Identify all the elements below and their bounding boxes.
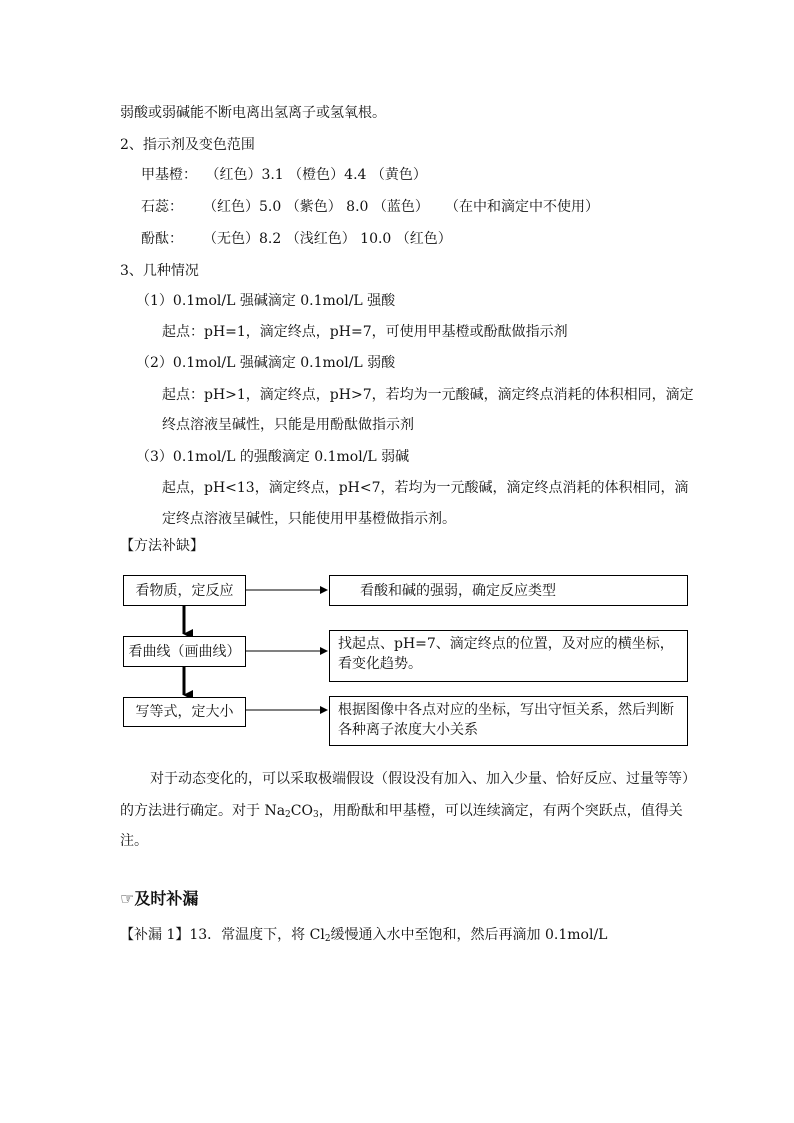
section-2-title: 2、指示剂及变色范围 — [120, 137, 255, 153]
case-heading: （1）0.1mol/L 强碱滴定 0.1mol/L 强酸 — [136, 293, 396, 309]
step-box — [123, 575, 246, 606]
step-box — [123, 697, 246, 727]
step-description-box — [329, 630, 688, 682]
indicator-range: （红色）5.0 （紫色） 8.0 （蓝色） — [203, 199, 429, 215]
step-description-box — [329, 696, 688, 746]
case-body-line: 起点，pH<13，滴定终点，pH<7，若均为一元酸碱，滴定终点消耗的体积相同，滴 — [162, 480, 689, 496]
subscript: 2 — [324, 934, 331, 944]
indicator-range: （红色）3.1 （橙色）4.4 （黄色） — [205, 167, 427, 183]
pointing-hand-icon: ☞ — [120, 889, 135, 908]
step-label: 写等式，定大小 — [135, 704, 234, 720]
step-description: 找起点、pH=7、滴定终点的位置，及对应的横坐标，看变化趋势。 — [338, 636, 674, 672]
subscript: 2 — [285, 810, 291, 820]
paragraph-text: CO — [290, 803, 313, 819]
indicator-range: （无色）8.2 （浅红色） 10.0 （红色） — [203, 231, 452, 247]
paragraph-line — [120, 802, 683, 824]
paragraph-line: 对于动态变化的，可以采取极端假设（假设没有加入、加入少量、恰好反应、过量等等） — [150, 771, 696, 787]
step-box — [123, 636, 246, 667]
case-body-line: 起点：pH=1，滴定终点，pH=7，可使用甲基橙或酚酞做指示剂 — [162, 324, 568, 340]
paragraph-text: 的方法进行确定。对于 Na — [120, 803, 286, 819]
step-description-box — [329, 575, 688, 606]
question-text: 【补漏 1】13．常温度下，将 Cl — [120, 927, 325, 943]
case-heading: （2）0.1mol/L 强碱滴定 0.1mol/L 弱酸 — [136, 355, 396, 371]
paragraph-line: 注。 — [120, 833, 148, 849]
intro-line: 弱酸或弱碱能不断电离出氢离子或氢氧根。 — [120, 105, 386, 121]
indicator-note: （在中和滴定中不使用） — [445, 199, 599, 215]
indicator-name: 石蕊： — [141, 199, 183, 215]
indicator-name: 酚酞： — [141, 231, 183, 247]
indicator-name: 甲基橙： — [141, 167, 197, 183]
section-heading — [120, 886, 198, 909]
section-heading-text: 及时补漏 — [134, 889, 199, 908]
section-3-title: 3、几种情况 — [120, 263, 199, 279]
case-body-line: 起点：pH>1，滴定终点，pH>7，若均为一元酸碱，滴定终点消耗的体积相同，滴定 — [162, 387, 694, 403]
step-label: 看物质，定反应 — [135, 582, 234, 599]
case-body-line: 定终点溶液呈碱性，只能使用甲基橙做指示剂。 — [162, 511, 456, 527]
subscript: 3 — [312, 810, 319, 820]
step-label: 看曲线（画曲线） — [128, 643, 241, 660]
paragraph-text: ，用酚酞和甲基橙，可以连续滴定，有两个突跃点，值得关 — [318, 803, 683, 819]
step-description: 根据图像中各点对应的坐标，写出守恒关系，然后判断各种离子浓度大小关系 — [338, 702, 674, 738]
case-body-line: 终点溶液呈碱性，只能是用酚酞做指示剂 — [162, 417, 414, 433]
method-title: 【方法补缺】 — [120, 538, 204, 554]
case-heading: （3）0.1mol/L 的强酸滴定 0.1mol/L 弱碱 — [136, 449, 410, 465]
question-text: 缓慢通入水中至饱和，然后再滴加 0.1mol/L — [330, 927, 608, 943]
step-description: 看酸和碱的强弱，确定反应类型 — [360, 583, 556, 599]
question-line — [120, 926, 607, 948]
